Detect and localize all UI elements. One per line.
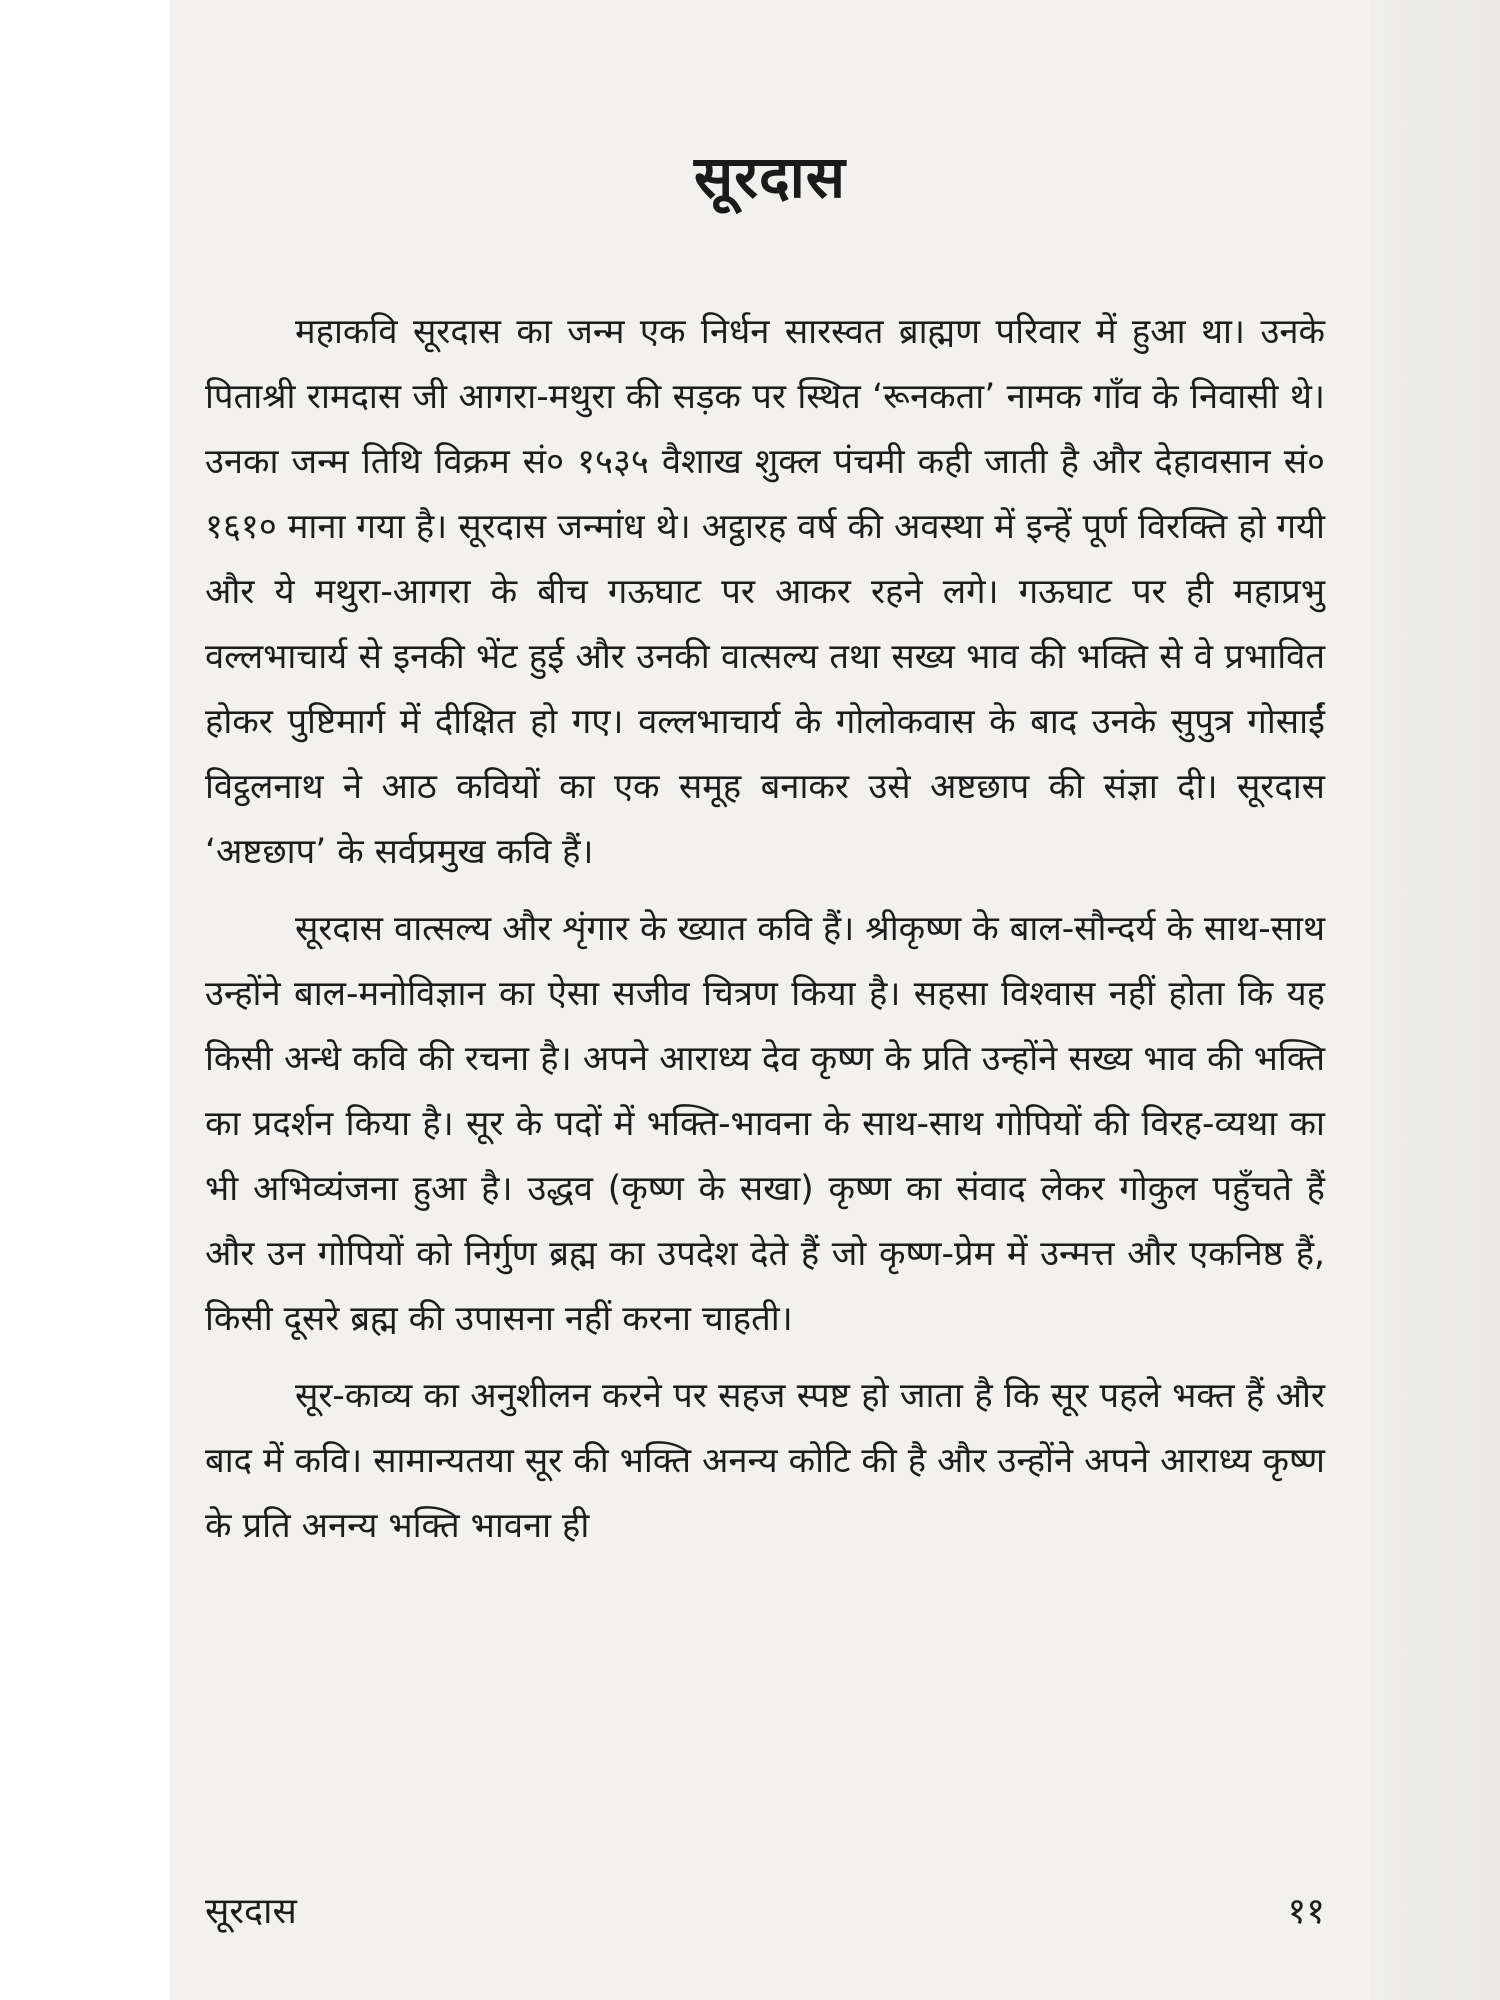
page-number: ११ xyxy=(1287,1891,1325,1932)
body-text xyxy=(205,300,1325,1571)
page-left-margin xyxy=(0,0,170,2000)
running-head: सूरदास xyxy=(205,1891,297,1932)
facing-page-edge xyxy=(1370,0,1500,2000)
paragraph-1: महाकवि सूरदास का जन्म एक निर्धन सारस्वत ब्राह्मण परिवार में हुआ था। उनके पिताश्री रामदास जी आगरा-मथुरा की सड़क पर स्थित ‘रूनकता’ नामक गाँव के निवासी थे। उनका जन्म तिथि विक्रम सं० १५३५ वैशाख शुक्ल पंचमी कही जाती है और देहावसान सं० १६१० माना गया है। सूरदास जन्मांध थे। अट्ठारह वर्ष की अवस्था में इन्हें पूर्ण विरक्ति हो गयी और ये मथुरा-आगरा के बीच गऊघाट पर आकर रहने लगे। गऊघाट पर ही महाप्रभु वल्लभाचार्य से इनकी भेंट हुई और उनकी वात्सल्य तथा सख्य भाव की भक्ति से वे प्रभावित होकर पुष्टिमार्ग में दीक्षित हो गए। वल्लभाचार्य के गोलोकवास के बाद उनके सुपुत्र गोसाईं विट्ठलनाथ ने आठ कवियों का एक समूह बनाकर उसे अष्टछाप की संज्ञा दी। सूरदास ‘अष्टछाप’ के सर्वप्रमुख कवि हैं। xyxy=(205,312,1325,872)
paragraph-2: सूरदास वात्सल्य और शृंगार के ख्यात कवि हैं। श्रीकृष्ण के बाल-सौन्दर्य के साथ-साथ उन्होंने बाल-मनोविज्ञान का ऐसा सजीव चित्रण किया है। सहसा विश्वास नहीं होता कि यह किसी अन्धे कवि की रचना है। अपने आराध्य देव कृष्ण के प्रति उन्होंने सख्य भाव की भक्ति का प्रदर्शन किया है। सूर के पदों में भक्ति-भावना के साथ-साथ गोपियों की विरह-व्यथा का भी अभिव्यंजना हुआ है। उद्धव (कृष्ण के सखा) कृष्ण का संवाद लेकर गोकुल पहुँचते हैं और उन गोपियों को निर्गुण ब्रह्म का उपदेश देते हैं जो कृष्ण-प्रेम में उन्मत्त और एकनिष्ठ हैं, किसी दूसरे ब्रह्म की उपासना नहीं करना चाहती। xyxy=(205,909,1325,1339)
paragraph-3: सूर-काव्य का अनुशीलन करने पर सहज स्पष्ट हो जाता है कि सूर पहले भक्त हैं और बाद में कवि। सामान्यतया सूर की भक्ति अनन्य कोटि की है और उन्होंने अपने आराध्य कृष्ण के प्रति अनन्य भक्ति भावना ही xyxy=(205,1376,1325,1546)
page-title: सूरदास xyxy=(694,143,846,211)
